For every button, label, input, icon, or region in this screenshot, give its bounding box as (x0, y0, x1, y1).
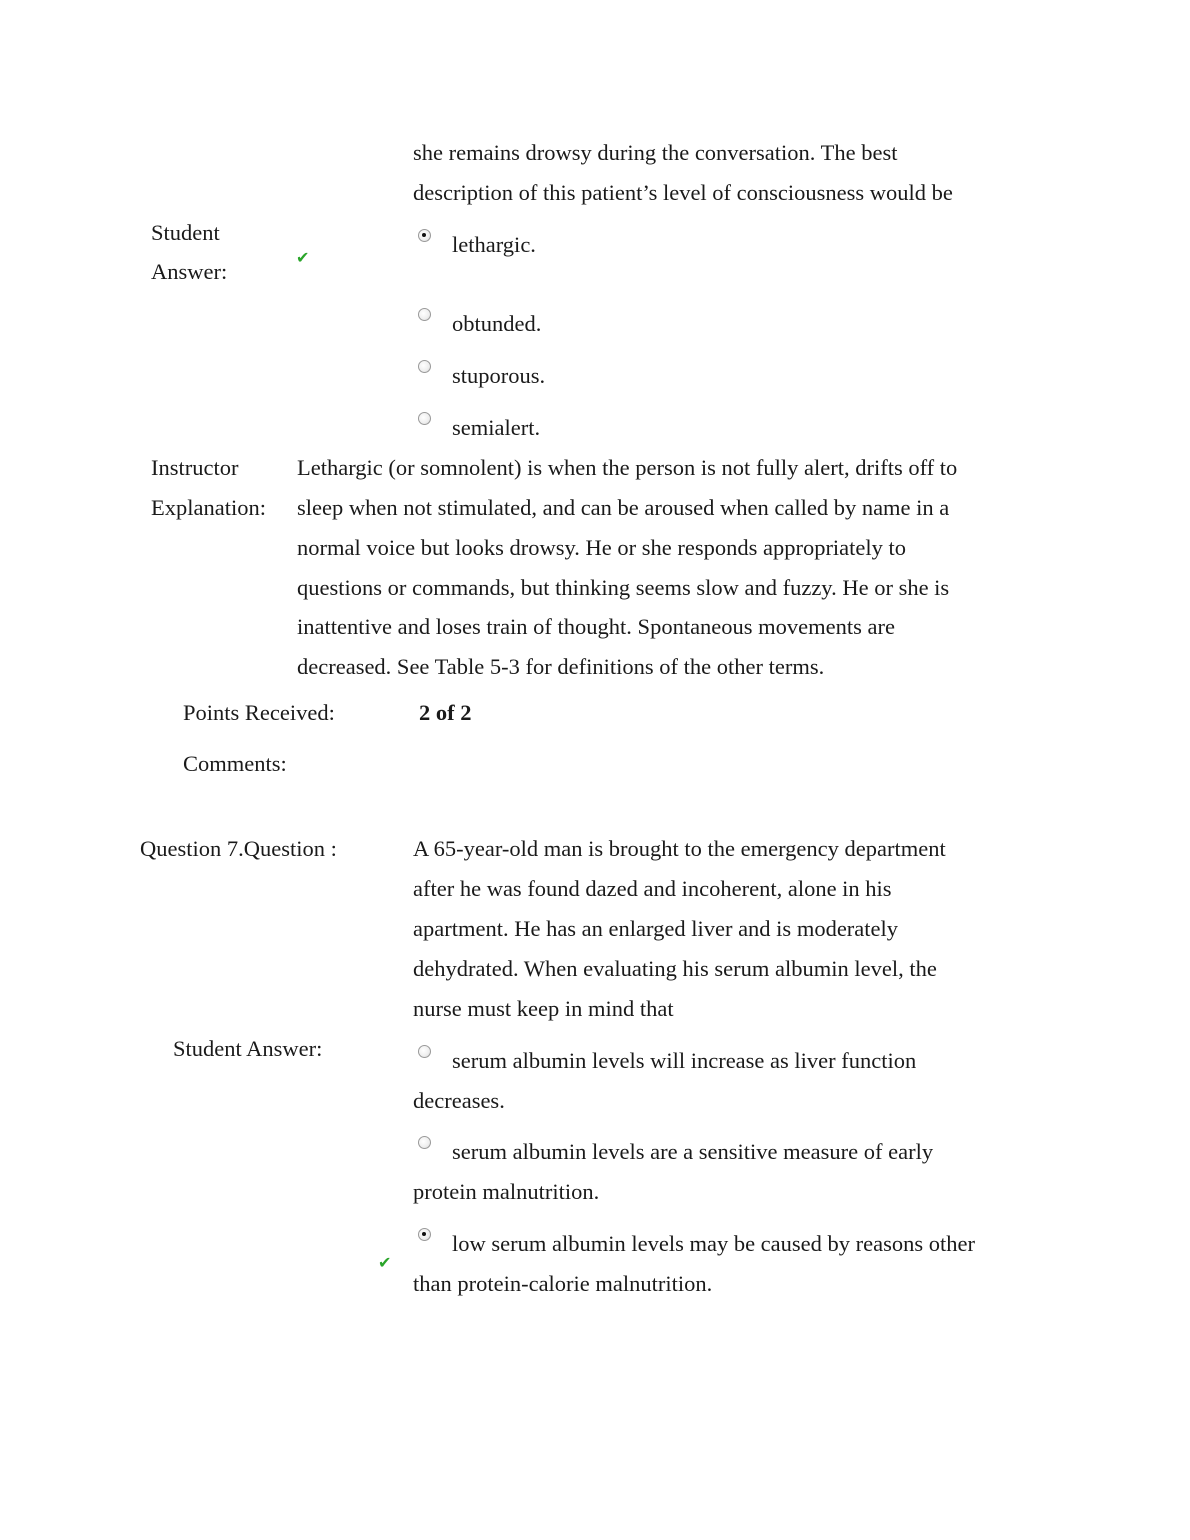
explanation-line: Lethargic (or somnolent) is when the person is not fully alert, drifts off to (297, 455, 958, 480)
option-label: serum albumin levels will increase as liver function (452, 1048, 917, 1073)
option-label: than protein-calorie malnutrition. (413, 1271, 713, 1296)
option-radio-lethargic[interactable] (418, 229, 431, 242)
question-stem-line: nurse must keep in mind that (413, 996, 674, 1021)
comments-label: Comments: (183, 751, 287, 776)
points-value: 2 of 2 (419, 700, 472, 725)
option-radio-semialert[interactable] (418, 412, 431, 425)
explanation-label: Explanation: (151, 495, 266, 520)
question-stem-line: apartment. He has an enlarged liver and is moderately (413, 916, 899, 941)
option-radio-obtunded[interactable] (418, 308, 431, 321)
option-radio-c[interactable] (418, 1228, 431, 1241)
question-stem-line: A 65-year-old man is brought to the emergency department (413, 836, 946, 861)
correct-check-icon: ✔ (296, 248, 310, 267)
option-label: serum albumin levels are a sensitive measure of early (452, 1139, 934, 1164)
option-label: low serum albumin levels may be caused by reasons other (452, 1231, 975, 1256)
correct-check-icon: ✔ (378, 1253, 392, 1272)
option-label: obtunded. (452, 311, 542, 336)
explanation-line: inattentive and loses train of thought. Spontaneous movements are (297, 614, 895, 639)
explanation-line: questions or commands, but thinking seems slow and fuzzy. He or she is (297, 575, 950, 600)
explanation-line: decreased. See Table 5-3 for definitions of the other terms. (297, 654, 825, 679)
student-answer-label: Student Answer: (173, 1036, 323, 1061)
option-radio-a[interactable] (418, 1045, 431, 1058)
student-answer-label: Student (151, 220, 220, 245)
option-radio-stuporous[interactable] (418, 360, 431, 373)
points-label: Points Received: (183, 700, 335, 725)
question-stem-line: she remains drowsy during the conversation. The best (413, 140, 898, 165)
explanation-line: normal voice but looks drowsy. He or she responds appropriately to (297, 535, 907, 560)
option-label: semialert. (452, 415, 541, 440)
explanation-label: Instructor (151, 455, 239, 480)
question-stem-line: description of this patient’s level of consciousness would be (413, 180, 953, 205)
question-stem-line: dehydrated. When evaluating his serum albumin level, the (413, 956, 937, 981)
question-label: Question 7.Question : (140, 836, 337, 861)
option-label: decreases. (413, 1088, 505, 1113)
explanation-line: sleep when not stimulated, and can be aroused when called by name in a (297, 495, 950, 520)
option-radio-b[interactable] (418, 1136, 431, 1149)
question-stem-line: after he was found dazed and incoherent, alone in his (413, 876, 892, 901)
option-label: lethargic. (452, 232, 536, 257)
option-label: protein malnutrition. (413, 1179, 600, 1204)
student-answer-label: Answer: (151, 259, 228, 284)
option-label: stuporous. (452, 363, 546, 388)
